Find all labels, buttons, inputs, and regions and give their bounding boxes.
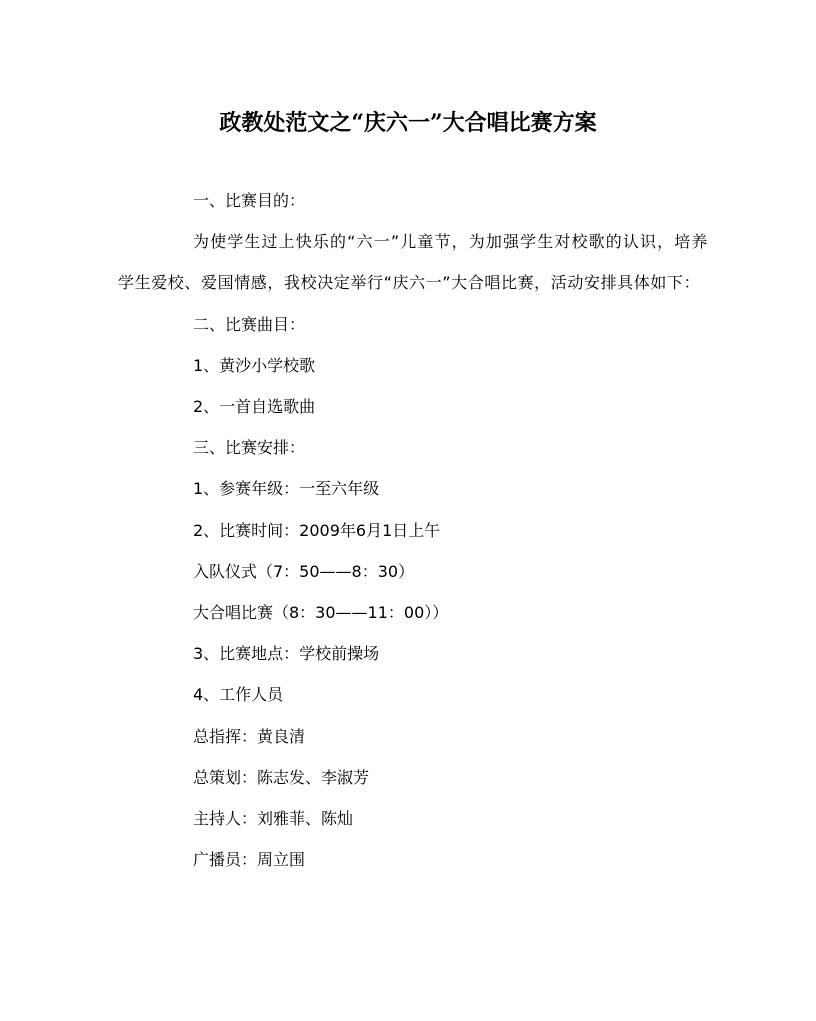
list-item: 1、黄沙小学校歌 [193,355,316,375]
staff-line: 总策划：陈志发、李淑芳 [193,767,370,787]
schedule-line: 大合唱比赛（8：30——11：00）） [193,603,449,623]
staff-line: 总指挥：黄良清 [193,726,306,746]
paragraph-purpose: 为使学生过上快乐的“六一”儿童节，为加强学生对校歌的认识，培养学生爱校、爱国情感，我校决定举行“庆六一”大合唱比赛，活动安排具体如下： [118,232,708,293]
list-item: 4、工作人员 [193,685,284,705]
section-heading-songs: 二、比赛曲目： [193,314,306,334]
staff-line: 广播员：周立围 [193,850,306,870]
section-heading-purpose: 一、比赛目的： [193,191,306,210]
list-item: 2、一首自选歌曲 [193,397,316,417]
document-title: 政教处范文之“庆六一”大合唱比赛方案 [219,110,597,136]
list-item: 2、比赛时间：2009年6月1日上午 [193,520,441,540]
list-item: 1、参赛年级：一至六年级 [193,479,380,499]
list-item: 3、比赛地点：学校前操场 [193,644,380,664]
document-body [118,180,708,880]
section-heading-arrangement: 三、比赛安排： [193,438,306,458]
staff-line: 主持人：刘雅菲、陈灿 [193,809,354,829]
schedule-line: 入队仪式（7：50——8：30） [193,561,415,581]
